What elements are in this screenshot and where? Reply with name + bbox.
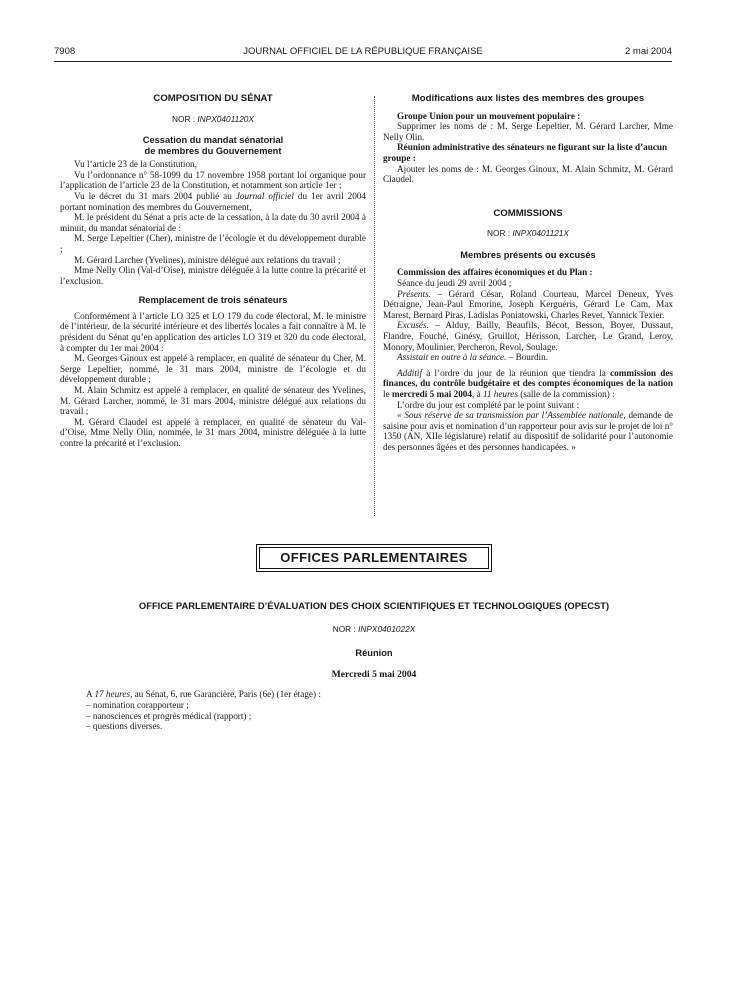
text-run: (salle de la commission) : xyxy=(517,388,615,399)
right-column xyxy=(383,94,673,453)
section-title-commissions: COMMISSIONS xyxy=(493,207,563,219)
paragraph xyxy=(383,368,673,400)
nor-code: INPX0401120X xyxy=(197,113,254,124)
agenda-item: – nanosciences et progrès médical (rapport) ; xyxy=(86,710,252,721)
nor-label: NOR : xyxy=(172,113,198,124)
paragraph: Supprimer les noms de : M. Serge Lepeltier, M. Gérard Larcher, Mme Nelly Olin. xyxy=(383,121,673,142)
paragraph: M. Alain Schmitz est appelé à remplacer, en qualité de sénateur des Yvelines, M. Gérard Larcher, nommé, le 31 mars 2004, ministre délégué aux relations du travail ; xyxy=(60,384,366,417)
commission-name: Commission des affaires économiques et du Plan : xyxy=(397,267,593,278)
reunion-heading: Réunion xyxy=(355,648,393,659)
text-run: , au Sénat, 6, rue Garancière, Paris (6e) (1er étage) : xyxy=(130,689,321,700)
paragraph: M. Serge Lepeltier (Cher), ministre de l’écologie et du développement durable ; xyxy=(60,233,366,254)
additif-label: Additif xyxy=(397,367,423,378)
running-header xyxy=(54,46,672,60)
subtitle-membres: Membres présents ou excusés xyxy=(460,249,596,260)
text-run: le xyxy=(383,388,392,399)
issue-date: 2 mai 2004 xyxy=(624,46,672,57)
paragraph xyxy=(383,320,673,352)
paragraph: Vu l’ordonnance n° 58-1099 du 17 novembre 1958 portant loi organique pour l’application de l’article 23 de la Constitution, et notamment son article 1er ; xyxy=(60,169,366,191)
paragraph: L’ordre du jour est complété par le point suivant : xyxy=(397,399,580,410)
text-run: à l’ordre du jour de la réunion que tiendra la xyxy=(422,367,611,378)
meeting-date: Mercredi 5 mai 2004 xyxy=(331,668,417,680)
office-title: OFFICE PARLEMENTAIRE D’ÉVALUATION DES CHOIX SCIENTIFIQUES ET TECHNOLOGIQUES (OPECST) xyxy=(138,600,610,611)
paragraph: M. Gérard Larcher (Yvelines), ministre délégué aux relations du travail ; xyxy=(74,254,341,265)
assistait-label: Assistait en outre à la séance. xyxy=(397,352,507,363)
section-title-modifications: Modifications aux listes des membres des groupes xyxy=(411,93,645,104)
paragraph: Vu l’article 23 de la Constitution, xyxy=(74,159,197,170)
group-name: Réunion administrative des sénateurs ne figurant sur la liste d’aucun groupe : xyxy=(383,142,668,163)
paragraph: Séance du jeudi 29 avril 2004 ; xyxy=(397,278,512,289)
nor-reference xyxy=(60,114,366,125)
text-run: Vu le décret du 31 mars 2004 publié au xyxy=(74,190,236,201)
subtitle-cessation-line1: Cessation du mandat sénatorial xyxy=(142,135,284,146)
time-italic: 11 heures xyxy=(482,388,518,399)
nor-label: NOR : xyxy=(487,228,513,239)
nor-reference xyxy=(383,228,673,239)
section-title-composition: COMPOSITION DU SÉNAT xyxy=(153,93,273,104)
column-divider xyxy=(374,96,375,516)
page-number: 7908 xyxy=(54,46,76,57)
text-run: – Alduy, Bailly, Beaufils, Bécot, Besson, Boyer, Dussaut, Flandre, Fouché, Ginésy, Gruillot, Hérisson, Larcher, Le Grand, Leroy, Monory, Moulinier, Percheron, Revol, Soulage. xyxy=(383,320,673,352)
paragraph: Conformément à l’article LO 325 et LO 179 du code électoral, M. le ministre de l’intérieur, de la sécurité intérieure et des libertés locales a fait connaître à M. le président du Sénat qu’en application des articles LO 319 et 320 du code électoral, à compter du 1er mai 2004 : xyxy=(60,310,366,353)
text-run: – Gérard César, Roland Courteau, Marcel Deneux, Yves Détraigne, Jean-Paul Emorine, Joseph Kerguéris, Gérard Le Cam, Max Marest, Bernard Piras, Ladislas Poniatowski, Charles Revet, Yannick Texier. xyxy=(383,288,673,320)
spacer xyxy=(383,185,673,209)
meeting-time-location xyxy=(86,689,662,700)
nor-reference xyxy=(86,624,662,635)
group-name: Groupe Union pour un mouvement populaire : xyxy=(397,110,581,121)
paragraph xyxy=(383,289,673,321)
offices-title-box xyxy=(256,544,492,572)
left-column xyxy=(60,94,366,449)
offices-title: OFFICES PARLEMENTAIRES xyxy=(259,547,489,569)
sous-reserve-italic: « Sous réserve de sa transmission par l’Assemblée nationale xyxy=(397,410,624,421)
paragraph: Mme Nelly Olin (Val-d’Oise), ministre déléguée à la lutte contre la précarité et l’exclusion. xyxy=(60,265,366,286)
excuses-label: Excusés. xyxy=(397,320,429,331)
subtitle-cessation-line2: de membres du Gouvernement xyxy=(144,145,282,156)
presents-label: Présents. xyxy=(397,288,431,299)
nor-code: INPX0401022X xyxy=(358,623,416,634)
paragraph xyxy=(383,410,673,452)
text-run: du 1er avril 2004 portant nomination des membres du Gouvernement, xyxy=(60,190,366,212)
text-run: , à xyxy=(471,388,483,399)
subtitle-remplacement: Remplacement de trois sénateurs xyxy=(138,295,288,306)
nor-code: INPX0401121X xyxy=(512,228,569,239)
paragraph: Ajouter les noms de : M. Georges Ginoux, M. Alain Schmitz, M. Gérard Claudel. xyxy=(383,163,673,185)
text-run: , demande de saisine pour avis et nomination d’un rapporteur pour avis sur le projet de loi n° 1350 (AN, XIIe législature) relatif au dispositif de solidarité pour l’autonomie des personnes âgées et des personnes handicapées. » xyxy=(383,410,673,452)
header-rule xyxy=(54,61,672,62)
text-run: A xyxy=(86,689,95,700)
paragraph: M. le président du Sénat a pris acte de la cessation, à la date du 30 avril 2004 à minuit, du mandat sénatorial de : xyxy=(60,212,366,233)
agenda-item: – questions diverses. xyxy=(86,721,163,732)
nor-label: NOR : xyxy=(332,623,359,634)
date-bold: mercredi 5 mai 2004 xyxy=(391,388,472,399)
subtitle-cessation xyxy=(60,135,366,156)
opecst-section xyxy=(86,601,662,732)
paragraph: M. Gérard Claudel est appelé à remplacer, en qualité de sénateur du Val-d’Oise, Mme Nelly Olin, nommée, le 31 mars 2004, ministre déléguée à la lutte contre la précarité et l’exclusion. xyxy=(60,416,366,448)
commission-finances-bold: commission des finances, du contrôle budgétaire et des comptes économiques de la nation xyxy=(383,367,673,389)
agenda-item: – nomination corapporteur ; xyxy=(86,699,189,710)
time-italic: 17 heures xyxy=(94,689,131,700)
journal-title: JOURNAL OFFICIEL DE LA RÉPUBLIQUE FRANÇAISE xyxy=(243,46,483,57)
text-run: – Bourdin. xyxy=(506,352,548,363)
paragraph xyxy=(383,352,673,363)
paragraph: M. Georges Ginoux est appelé à remplacer, en qualité de sénateur du Cher, M. Serge Lepeltier, nommé, le 31 mars 2004, ministre de l’écologie et du développement durable ; xyxy=(60,353,366,385)
paragraph xyxy=(60,191,366,212)
journal-officiel-italic: Journal officiel xyxy=(235,190,294,201)
